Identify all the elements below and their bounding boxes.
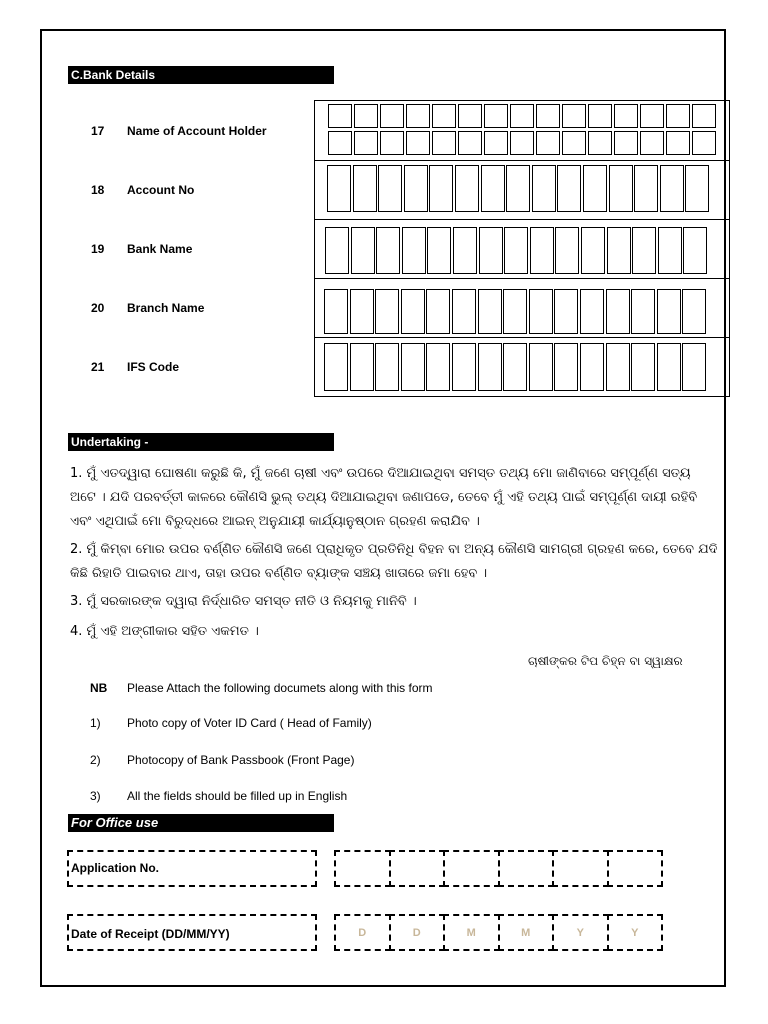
account-no-label: Account No bbox=[127, 183, 195, 197]
character-cell[interactable] bbox=[484, 104, 508, 128]
character-cell[interactable] bbox=[692, 131, 716, 155]
character-cell[interactable] bbox=[692, 104, 716, 128]
row-number-19: 19 bbox=[91, 242, 105, 256]
character-cell[interactable] bbox=[588, 104, 612, 128]
application-no-cell[interactable] bbox=[389, 850, 446, 887]
nb-item-voter-id: Photo copy of Voter ID Card ( Head of Family) bbox=[127, 716, 372, 730]
character-cell[interactable] bbox=[682, 343, 706, 391]
character-cell[interactable] bbox=[554, 343, 578, 391]
character-cell[interactable] bbox=[581, 227, 605, 274]
character-cell[interactable] bbox=[350, 289, 374, 334]
undertaking-point-4: 4. ମୁଁ ଏହି ଅଙ୍ଗୀକାର ସହିତ ଏକମତ । bbox=[70, 624, 259, 639]
application-no-cell[interactable] bbox=[552, 850, 609, 887]
ifs-code-cells[interactable] bbox=[324, 343, 708, 391]
row-number-20: 20 bbox=[91, 301, 105, 315]
character-cell[interactable] bbox=[404, 165, 428, 212]
character-cell[interactable] bbox=[529, 343, 553, 391]
date-cell[interactable]: M bbox=[443, 914, 500, 951]
row-divider bbox=[314, 337, 730, 338]
character-cell[interactable] bbox=[583, 165, 607, 212]
date-cell[interactable]: Y bbox=[552, 914, 609, 951]
character-cell[interactable] bbox=[657, 289, 681, 334]
character-cell[interactable] bbox=[606, 289, 630, 334]
character-cell[interactable] bbox=[455, 165, 479, 212]
character-cell[interactable] bbox=[401, 289, 425, 334]
nb-item-number: 3) bbox=[90, 789, 101, 803]
character-cell[interactable] bbox=[378, 165, 402, 212]
character-cell[interactable] bbox=[634, 165, 658, 212]
character-cell[interactable] bbox=[350, 343, 374, 391]
character-cell[interactable] bbox=[631, 289, 655, 334]
character-cell[interactable] bbox=[614, 104, 638, 128]
character-cell[interactable] bbox=[532, 165, 556, 212]
character-cell[interactable] bbox=[640, 104, 664, 128]
account-no-cells[interactable] bbox=[327, 165, 711, 212]
application-no-cell[interactable] bbox=[443, 850, 500, 887]
date-of-receipt-label: Date of Receipt (DD/MM/YY) bbox=[71, 927, 230, 941]
character-cell[interactable] bbox=[427, 227, 451, 274]
character-cell[interactable] bbox=[432, 104, 456, 128]
nb-item-passbook: Photocopy of Bank Passbook (Front Page) bbox=[127, 753, 355, 767]
character-cell[interactable] bbox=[562, 131, 586, 155]
nb-item-english: All the fields should be filled up in English bbox=[127, 789, 348, 803]
character-cell[interactable] bbox=[328, 131, 352, 155]
nb-item-number: 1) bbox=[90, 716, 101, 730]
character-cell[interactable] bbox=[503, 343, 527, 391]
character-cell[interactable] bbox=[376, 227, 400, 274]
character-cell[interactable] bbox=[682, 289, 706, 334]
office-use-header: For Office use bbox=[68, 814, 334, 832]
character-cell[interactable] bbox=[402, 227, 426, 274]
account-holder-cells-line-2[interactable] bbox=[328, 131, 718, 155]
character-cell[interactable] bbox=[510, 104, 534, 128]
character-cell[interactable] bbox=[580, 343, 604, 391]
bank-name-label: Bank Name bbox=[127, 242, 193, 256]
character-cell[interactable] bbox=[429, 165, 453, 212]
character-cell[interactable] bbox=[432, 131, 456, 155]
farmer-signature-label: ଚାଷୀଙ୍କର ଟିପ ଚିହ୍ନ ବା ସ୍ୱାକ୍ଷର bbox=[528, 654, 683, 668]
character-cell[interactable] bbox=[354, 104, 378, 128]
character-cell[interactable] bbox=[580, 289, 604, 334]
date-cell[interactable]: Y bbox=[607, 914, 664, 951]
account-holder-label: Name of Account Holder bbox=[127, 124, 267, 138]
row-number-17: 17 bbox=[91, 124, 105, 138]
undertaking-header: Undertaking - bbox=[68, 433, 334, 451]
character-cell[interactable] bbox=[562, 104, 586, 128]
character-cell[interactable] bbox=[658, 227, 682, 274]
character-cell[interactable] bbox=[614, 131, 638, 155]
character-cell[interactable] bbox=[375, 343, 399, 391]
character-cell[interactable] bbox=[554, 289, 578, 334]
character-cell[interactable] bbox=[484, 131, 508, 155]
character-cell[interactable] bbox=[380, 131, 404, 155]
character-cell[interactable] bbox=[481, 165, 505, 212]
character-cell[interactable] bbox=[588, 131, 612, 155]
character-cell[interactable] bbox=[353, 165, 377, 212]
character-cell[interactable] bbox=[426, 343, 450, 391]
application-no-cell[interactable] bbox=[334, 850, 391, 887]
character-cell[interactable] bbox=[666, 131, 690, 155]
character-cell[interactable] bbox=[510, 131, 534, 155]
character-cell[interactable] bbox=[478, 289, 502, 334]
character-cell[interactable] bbox=[660, 165, 684, 212]
character-cell[interactable] bbox=[375, 289, 399, 334]
character-cell[interactable] bbox=[607, 227, 631, 274]
character-cell[interactable] bbox=[401, 343, 425, 391]
row-divider bbox=[314, 219, 730, 220]
character-cell[interactable] bbox=[351, 227, 375, 274]
character-cell[interactable] bbox=[640, 131, 664, 155]
character-cell[interactable] bbox=[452, 343, 476, 391]
undertaking-point-1: 1. ମୁଁ ଏତଦ୍ୱାରା ଘୋଷଣା କରୁଛି କି, ମୁଁ ଜଣେ ଚାଷୀ ଏବଂ ଉପରେ ଦିଆଯାଇଥିବା ସମସ୍ତ ତଥ୍ୟ ମୋ ଜାଣିବାରେ ସମ୍ପୂର୍ଣ୍ଣ ସତ୍ୟ ଅଟେ । ଯଦି ପରବର୍ତ୍ତୀ କାଳରେ କୌଣସି ଭୁଲ୍ ତଥ୍ୟ ଦିଆଯାଇଥିବା ଜଣାପଡେ, ତେବେ ମୁଁ ଏହି ତଥ୍ୟ ପାଇଁ ସମ୍ପୂର୍ଣ୍ଣ ଦାୟୀ ରହିବି ଏବଂ ଏଥିପାଇଁ ମୋ ବିରୁଦ୍ଧରେ ଆଇନ୍ ଅନୁଯାୟୀ କାର୍ଯ୍ୟାନୁଷ୍ଠାନ ଗ୍ରହଣ କରାଯିବ । bbox=[70, 466, 698, 529]
bank-name-cells[interactable] bbox=[325, 227, 709, 274]
application-no-cell[interactable] bbox=[607, 850, 664, 887]
character-cell[interactable] bbox=[354, 131, 378, 155]
character-cell[interactable] bbox=[503, 289, 527, 334]
character-cell[interactable] bbox=[631, 343, 655, 391]
branch-name-label: Branch Name bbox=[127, 301, 205, 315]
row-divider bbox=[314, 160, 730, 161]
account-holder-cells-line-1[interactable] bbox=[328, 104, 718, 128]
ifs-code-label: IFS Code bbox=[127, 360, 180, 374]
character-cell[interactable] bbox=[479, 227, 503, 274]
undertaking-point-3: 3. ମୁଁ ସରକାରଙ୍କ ଦ୍ୱାରା ନିର୍ଦ୍ଧାରିତ ସମସ୍ତ ନୀତି ଓ ନିୟମକୁ ମାନିବି । bbox=[70, 594, 417, 609]
date-cell[interactable]: D bbox=[334, 914, 391, 951]
nb-intro: Please Attach the following documets along with this form bbox=[127, 681, 433, 695]
character-cell[interactable] bbox=[685, 165, 709, 212]
character-cell[interactable] bbox=[426, 289, 450, 334]
character-cell[interactable] bbox=[328, 104, 352, 128]
character-cell[interactable] bbox=[683, 227, 707, 274]
character-cell[interactable] bbox=[666, 104, 690, 128]
character-cell[interactable] bbox=[504, 227, 528, 274]
date-cell[interactable]: M bbox=[498, 914, 555, 951]
row-number-18: 18 bbox=[91, 183, 105, 197]
application-no-cell[interactable] bbox=[498, 850, 555, 887]
character-cell[interactable] bbox=[632, 227, 656, 274]
character-cell[interactable] bbox=[506, 165, 530, 212]
date-of-receipt-cells[interactable] bbox=[334, 914, 661, 951]
character-cell[interactable] bbox=[609, 165, 633, 212]
character-cell[interactable] bbox=[657, 343, 681, 391]
nb-label: NB bbox=[90, 681, 108, 695]
application-no-cells[interactable] bbox=[334, 850, 661, 887]
nb-item-number: 2) bbox=[90, 753, 101, 767]
date-cell[interactable]: D bbox=[389, 914, 446, 951]
branch-name-cells[interactable] bbox=[324, 289, 708, 334]
character-cell[interactable] bbox=[380, 104, 404, 128]
undertaking-point-2: 2. ମୁଁ କିମ୍ବା ମୋର ଉପର ବର୍ଣ୍ଣିତ କୌଣସି ଜଣେ ପ୍ରାଧିକୃତ ପ୍ରତିନିଧି ବିହନ ବା ଅନ୍ୟ କୌଣସି ସାମଗ୍ରୀ ଗ୍ରହଣ କରେ, ତେବେ ଯଦି କିଛି ରିହାତି ପାଇବାର ଥାଏ, ତାହା ଉପର ବର୍ଣ୍ଣିତ ବ୍ୟାଙ୍କ ସଞ୍ଚୟ ଖାତାରେ ଜମା ହେବ । bbox=[70, 542, 718, 581]
character-cell[interactable] bbox=[536, 131, 560, 155]
application-no-label: Application No. bbox=[71, 861, 159, 875]
character-cell[interactable] bbox=[536, 104, 560, 128]
character-cell[interactable] bbox=[325, 227, 349, 274]
character-cell[interactable] bbox=[452, 289, 476, 334]
character-cell[interactable] bbox=[458, 104, 482, 128]
character-cell[interactable] bbox=[529, 289, 553, 334]
character-cell[interactable] bbox=[327, 165, 351, 212]
character-cell[interactable] bbox=[324, 289, 348, 334]
bank-details-header: C.Bank Details bbox=[68, 66, 334, 84]
character-cell[interactable] bbox=[555, 227, 579, 274]
character-cell[interactable] bbox=[530, 227, 554, 274]
character-cell[interactable] bbox=[478, 343, 502, 391]
character-cell[interactable] bbox=[406, 131, 430, 155]
character-cell[interactable] bbox=[453, 227, 477, 274]
character-cell[interactable] bbox=[324, 343, 348, 391]
character-cell[interactable] bbox=[458, 131, 482, 155]
character-cell[interactable] bbox=[406, 104, 430, 128]
character-cell[interactable] bbox=[606, 343, 630, 391]
row-divider bbox=[314, 278, 730, 279]
character-cell[interactable] bbox=[557, 165, 581, 212]
row-number-21: 21 bbox=[91, 360, 105, 374]
